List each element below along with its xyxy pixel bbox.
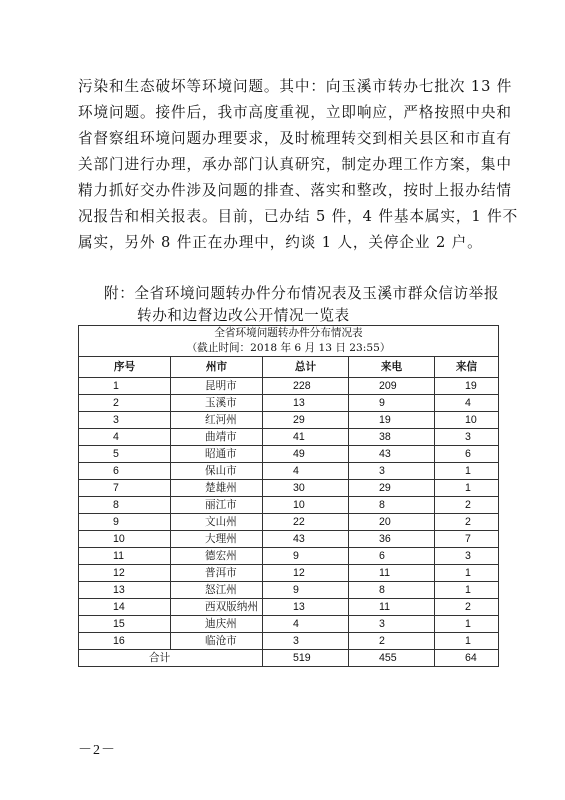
table-row	[79, 395, 499, 412]
cell-letter: 1	[435, 565, 499, 582]
header-letter: 来信	[435, 357, 499, 378]
cell-letter: 1	[435, 480, 499, 497]
cell-phone: 3	[349, 616, 435, 633]
cell-letter: 3	[435, 429, 499, 446]
cell-no: 16	[79, 633, 171, 650]
paragraph-line: 污染和生态破坏等环境问题。其中：向玉溪市转办七批次 13 件	[78, 78, 513, 95]
cell-phone: 209	[349, 378, 435, 395]
table-row	[79, 429, 499, 446]
table-row	[79, 599, 499, 616]
cell-city: 昭通市	[171, 446, 263, 463]
cell-no: 10	[79, 531, 171, 548]
cell-city: 临沧市	[171, 633, 263, 650]
cell-phone: 2	[349, 633, 435, 650]
cell-letter: 2	[435, 497, 499, 514]
header-phone: 来电	[349, 357, 435, 378]
cell-city: 昆明市	[171, 378, 263, 395]
cell-total: 4	[263, 463, 349, 480]
cell-city: 文山州	[171, 514, 263, 531]
cell-city: 西双版纳州	[171, 599, 263, 616]
cell-no: 3	[79, 412, 171, 429]
paragraph-line: 关部门进行办理，承办部门认真研究，制定办理工作方案，集中	[78, 156, 512, 173]
cell-no: 13	[79, 582, 171, 599]
cell-letter: 7	[435, 531, 499, 548]
cell-phone: 9	[349, 395, 435, 412]
cell-no: 11	[79, 548, 171, 565]
distribution-table	[78, 325, 499, 667]
table-caption	[79, 326, 499, 357]
cell-letter: 1	[435, 633, 499, 650]
cell-letter: 2	[435, 514, 499, 531]
table-date: （截止时间：2018 年 6 月 13 日 23:55）	[186, 342, 391, 354]
summary-letter: 64	[435, 650, 499, 667]
paragraph-line: 精力抓好交办件涉及问题的排查、落实和整改，按时上报办结情	[78, 182, 512, 199]
cell-phone: 8	[349, 582, 435, 599]
cell-total: 3	[263, 633, 349, 650]
cell-phone: 8	[349, 497, 435, 514]
cell-city: 曲靖市	[171, 429, 263, 446]
cell-letter: 19	[435, 378, 499, 395]
cell-total: 10	[263, 497, 349, 514]
cell-total: 4	[263, 616, 349, 633]
cell-total: 13	[263, 599, 349, 616]
cell-no: 6	[79, 463, 171, 480]
table-row	[79, 446, 499, 463]
cell-no: 7	[79, 480, 171, 497]
cell-phone: 43	[349, 446, 435, 463]
cell-no: 14	[79, 599, 171, 616]
paragraph-line: 况报告和相关报表。目前，已办结 5 件，4 件基本属实，1 件不	[78, 208, 519, 225]
cell-letter: 1	[435, 616, 499, 633]
paragraph-line: 属实，另外 8 件正在办理中，约谈 1 人，关停企业 2 户。	[78, 234, 483, 251]
cell-no: 9	[79, 514, 171, 531]
cell-no: 2	[79, 395, 171, 412]
cell-phone: 36	[349, 531, 435, 548]
body-paragraph	[78, 74, 519, 256]
cell-no: 5	[79, 446, 171, 463]
cell-city: 丽江市	[171, 497, 263, 514]
table-row	[79, 497, 499, 514]
cell-total: 12	[263, 565, 349, 582]
cell-total: 13	[263, 395, 349, 412]
table-row	[79, 616, 499, 633]
attachment-note	[104, 283, 514, 327]
cell-city: 普洱市	[171, 565, 263, 582]
cell-letter: 4	[435, 395, 499, 412]
cell-phone: 29	[349, 480, 435, 497]
page-number: －2－	[78, 743, 116, 758]
attachment-line-1: 附：全省环境问题转办件分布情况表及玉溪市群众信访举报	[104, 285, 500, 302]
cell-letter: 1	[435, 582, 499, 599]
cell-city: 玉溪市	[171, 395, 263, 412]
cell-phone: 11	[349, 599, 435, 616]
cell-city: 大理州	[171, 531, 263, 548]
table-body	[79, 378, 499, 667]
table-row	[79, 480, 499, 497]
cell-city: 红河州	[171, 412, 263, 429]
cell-no: 15	[79, 616, 171, 633]
cell-total: 49	[263, 446, 349, 463]
cell-phone: 38	[349, 429, 435, 446]
cell-city: 怒江州	[171, 582, 263, 599]
table-row	[79, 514, 499, 531]
table-row	[79, 463, 499, 480]
cell-total: 30	[263, 480, 349, 497]
cell-phone: 6	[349, 548, 435, 565]
cell-letter: 10	[435, 412, 499, 429]
cell-total: 9	[263, 582, 349, 599]
cell-letter: 6	[435, 446, 499, 463]
table-row	[79, 633, 499, 650]
cell-phone: 11	[349, 565, 435, 582]
cell-letter: 2	[435, 599, 499, 616]
summary-total: 519	[263, 650, 349, 667]
table-row	[79, 531, 499, 548]
cell-no: 12	[79, 565, 171, 582]
cell-letter: 1	[435, 463, 499, 480]
summary-phone: 455	[349, 650, 435, 667]
table-summary-row	[79, 650, 499, 667]
cell-no: 1	[79, 378, 171, 395]
table-row	[79, 412, 499, 429]
table-row	[79, 378, 499, 395]
attachment-line-2: 转办和边督边改公开情况一览表	[137, 307, 350, 324]
cell-city: 迪庆州	[171, 616, 263, 633]
cell-total: 41	[263, 429, 349, 446]
cell-total: 228	[263, 378, 349, 395]
cell-phone: 19	[349, 412, 435, 429]
cell-total: 29	[263, 412, 349, 429]
paragraph-line: 环境问题。接件后，我市高度重视，立即响应，严格按照中央和	[78, 104, 512, 121]
cell-letter: 3	[435, 548, 499, 565]
table-title: 全省环境问题转办件分布情况表	[214, 327, 363, 339]
cell-total: 43	[263, 531, 349, 548]
cell-city: 德宏州	[171, 548, 263, 565]
cell-total: 9	[263, 548, 349, 565]
header-city: 州市	[171, 357, 263, 378]
cell-city: 保山市	[171, 463, 263, 480]
table-row	[79, 565, 499, 582]
table-header-row	[79, 357, 499, 378]
paragraph-line: 省督察组环境问题办理要求，及时梳理转交到相关县区和市直有	[78, 130, 512, 147]
header-no: 序号	[79, 357, 171, 378]
cell-total: 22	[263, 514, 349, 531]
cell-phone: 3	[349, 463, 435, 480]
header-total: 总计	[263, 357, 349, 378]
cell-no: 4	[79, 429, 171, 446]
distribution-table-container	[78, 325, 498, 667]
cell-no: 8	[79, 497, 171, 514]
table-row	[79, 548, 499, 565]
table-row	[79, 582, 499, 599]
summary-label: 合计	[79, 650, 263, 667]
cell-city: 楚雄州	[171, 480, 263, 497]
cell-phone: 20	[349, 514, 435, 531]
